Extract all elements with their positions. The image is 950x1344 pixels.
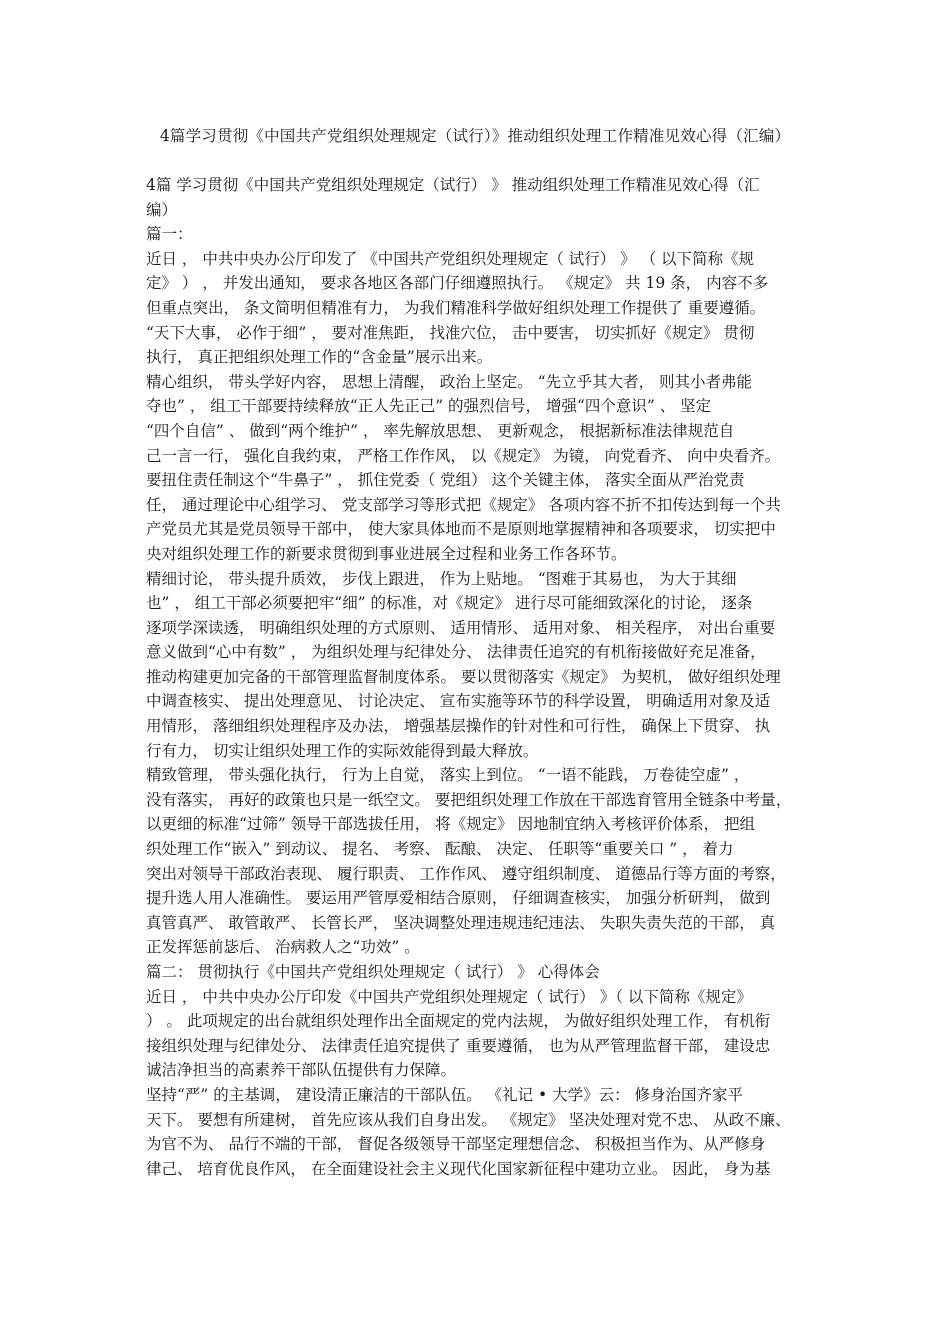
text-line: 没有落实， 再好的政策也只是一纸空文。 要把组织处理工作放在干部选育管用全链条中考量，	[146, 790, 792, 809]
text-line: 逐项学深读透， 明确组织处理的方式原则、 适用情形、 适用对象、 相关程序， 对出台重要	[146, 618, 776, 637]
text-line: 执行， 真正把组织处理工作的“含金量”展示出来。	[146, 348, 493, 367]
text-line: 推动构建更加完备的干部管理监督制度体系。 要以贯彻落实《规定》 为契机， 做好组织处理	[146, 667, 781, 686]
text-line: 夺也” ， 组工干部要持续释放“正人先正己” 的强烈信号， 增强“四个意识” 、 坚定	[146, 397, 712, 416]
text-line: 坚持“严” 的主基调， 建设清正廉洁的干部队伍。 《礼记 • 大学》云： 修身治国齐家平	[146, 1085, 744, 1104]
text-line: 近日 ， 中共中央办公厅印发了 《中国共产党组织处理规定（ 试行） 》 （ 以下简称《规	[146, 249, 754, 268]
text-line: 精致管理， 带头强化执行， 行为上自觉， 落实上到位。 “一语不能践， 万卷徒空虚” ，	[146, 766, 750, 785]
text-line: 织处理工作“嵌入” 到动议、 提名、 考察、 酝酿、 决定、 任职等“重要关口 ” ， 着力	[146, 840, 734, 859]
text-line: 用情形， 落细组织处理程序及办法， 增强基层操作的针对性和可行性， 确保上下贯穿、 执	[146, 717, 771, 736]
text-line: 编）	[146, 200, 178, 219]
text-line: 己一言一行， 强化自我约束， 严格工作作风， 以《规定》 为镜， 向党看齐、 向中央看齐。	[146, 446, 781, 465]
text-line: ） 。 此项规定的出台就组织处理作出全面规定的党内法规， 为做好组织处理工作， 有机衔	[146, 1012, 771, 1031]
section-heading: 篇一：	[146, 225, 193, 244]
text-line: 以更细的标准“过筛” 领导干部选拔任用， 将《规定》 因地制宜纳入考核评价体系， 把组	[146, 815, 756, 834]
text-line: 央对组织处理工作的新要求贯彻到事业进展全过程和业务工作各环节。	[146, 544, 627, 563]
text-line: 中调查核实、 提出处理意见、 讨论决定、 宣布实施等环节的科学设置， 明确适用对象及适	[146, 692, 771, 711]
text-line: 行有力， 切实让组织处理工作的实际效能得到最大释放。	[146, 741, 539, 760]
text-line: 但重点突出， 条文简明但精准有力， 为我们精准科学做好组织处理工作提供了 重要遵循。	[146, 298, 766, 317]
text-line: 提升选人用人准确性。 要运用严管厚爱相结合原则， 仔细调查核实， 加强分析研判， 做到	[146, 889, 771, 908]
text-line: “四个自信” 、 做到“两个维护” ， 率先解放思想、 更新观念， 根据新标准法律规范自	[146, 421, 735, 440]
text-line: 精细讨论， 带头提升质效， 步伐上跟进， 作为上贴地。 “图难于其易也， 为大于其细	[146, 569, 737, 588]
text-line: 也” ， 组工干部必须要把牢“细” 的标准，对《规定》 进行尽可能细致深化的讨论， 逐条	[146, 594, 753, 613]
text-line: 定》 ） ， 并发出通知， 要求各地区各部门仔细遵照执行。 《规定》 共 19 条， 内容不多	[146, 274, 769, 293]
text-line: 意义做到“心中有数” ， 为组织处理与纪律处分、 法律责任追究的有机衔接做好充足准备，	[146, 643, 766, 662]
text-line: 为官不为、 品行不端的干部， 督促各级领导干部坚定理想信念、 积极担当作为、从严修身	[146, 1135, 766, 1154]
document-body	[146, 173, 818, 1181]
text-line: 接组织处理与纪律处分、 法律责任追究提供了 重要遵循， 也为从严管理监督干部， 建设忠	[146, 1036, 771, 1055]
text-line: 天下。 要想有所建树， 首先应该从我们自身出发。 《规定》 坚决处理对党不忠、 从政不廉、	[146, 1110, 791, 1129]
section-heading: 篇二： 贯彻执行《中国共产党组织处理规定（ 试行） 》 心得体会	[146, 963, 600, 981]
text-line: 4篇 学习贯彻《中国共产党组织处理规定（试行） 》 推动组织处理工作精准见效心得（汇	[146, 176, 760, 194]
text-line: 律己、 培育优良作风， 在全面建设社会主义现代化国家新征程中建功立业。 因此， 身为基	[146, 1159, 771, 1178]
text-line: 产党员尤其是党员领导干部中， 使大家具体地而不是原则地掌握精神和各项要求， 切实把中	[146, 520, 776, 539]
text-line: 精心组织， 带头学好内容， 思想上清醒， 政治上坚定。 “先立乎其大者， 则其小者弗能	[146, 372, 753, 391]
text-line: 任， 通过理论中心组学习、 党支部学习等形式把《规定》 各项内容不折不扣传达到每一个共	[146, 495, 781, 514]
text-line: 正发挥惩前毖后、 治病救人之“功效” 。	[146, 938, 420, 957]
text-line: 要扭住责任制这个“牛鼻子” ， 抓住党委（ 党组） 这个关键主体， 落实全面从严治党责	[146, 471, 745, 490]
text-line: 真管真严、 敢管敢严、 长管长严， 坚决调整处理违规违纪违法、 失职失责失范的干部， 真	[146, 913, 776, 932]
text-line: 近日 ， 中共中央办公厅印发《中国共产党组织处理规定（ 试行） 》（ 以下简称《规定》	[146, 987, 752, 1006]
text-line: 突出对领导干部政治表现、 履行职责、 工作作风、 遵守组织制度、 道德品行等方面的考察，	[146, 864, 786, 883]
text-line: “天下大事， 必作于细” ， 要对准焦距， 找准穴位， 击中要害， 切实抓好《规定》 贯彻	[146, 323, 755, 342]
text-line: 诚洁净担当的高素养干部队伍提供有力保障。	[146, 1061, 457, 1080]
document-title: 4篇学习贯彻《中国共产党组织处理规定（试行）》推动组织处理工作精准见效心得（汇编）	[159, 127, 791, 145]
